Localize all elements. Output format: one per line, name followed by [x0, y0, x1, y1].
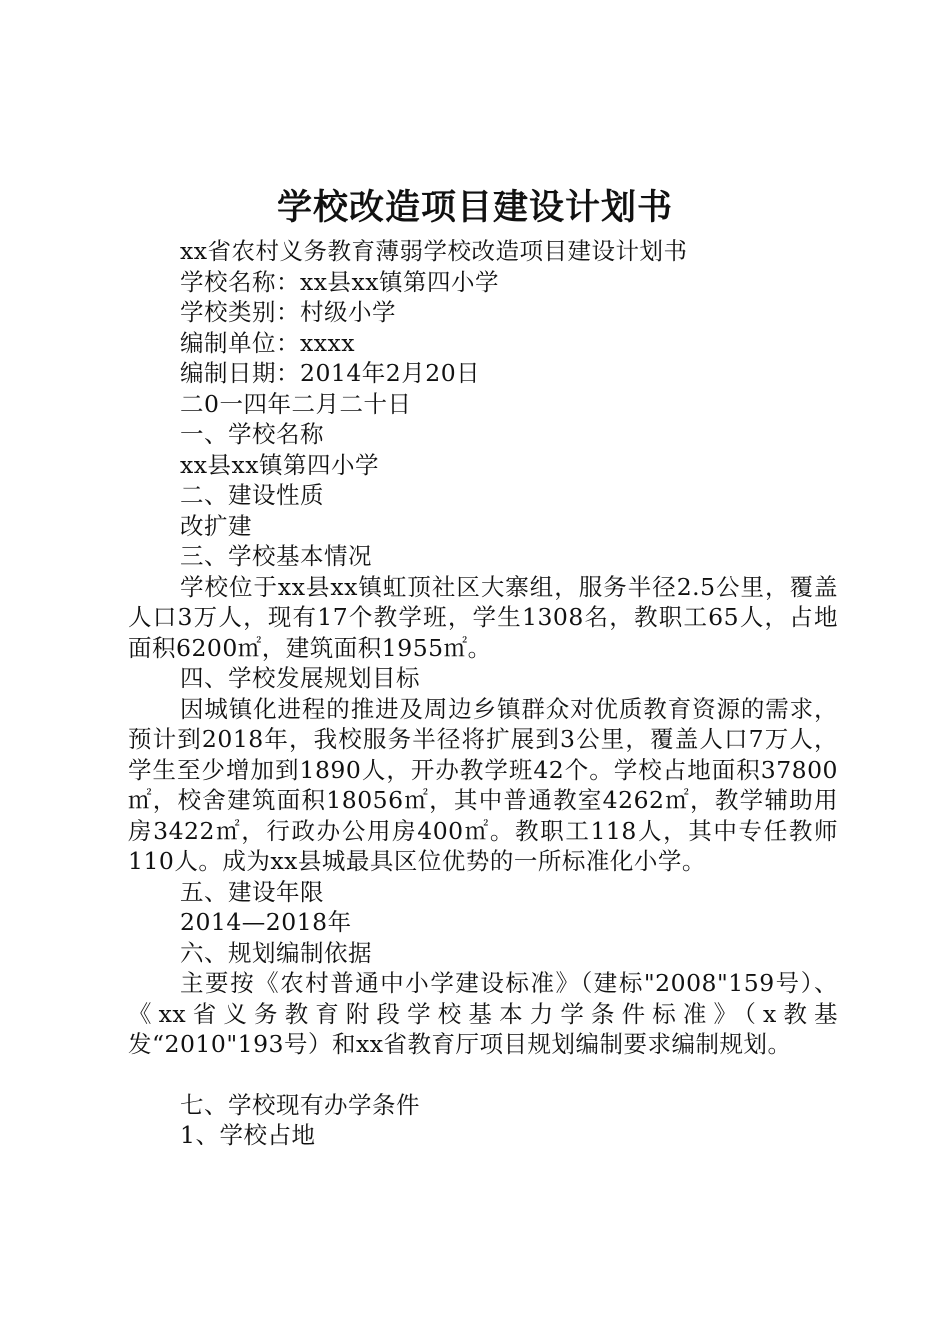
- section-7-subitem-1: 1、学校占地: [180, 1121, 316, 1149]
- section-5-heading: 五、建设年限: [180, 877, 324, 906]
- compiler-line: 编制单位：xxxx: [180, 328, 356, 357]
- section-6-paragraph: 主要按《农村普通中小学建设标准》（建标"2008"159号）、《xx省义务教育附段学校基本力学条件标准》（x教基发“2010"193号）和xx省教育厅项目规划编制要求编制规划。: [128, 969, 838, 1058]
- section-2-body: 改扩建: [180, 511, 252, 540]
- paragraph-spacer: [128, 1060, 838, 1090]
- section-6-heading: 六、规划编制依据: [180, 938, 372, 967]
- document-title: 学校改造项目建设计划书: [276, 187, 673, 228]
- section-7-heading: 七、学校现有办学条件: [180, 1090, 420, 1119]
- section-4-heading: 四、学校发展规划目标: [180, 664, 420, 692]
- section-4-paragraph: 因城镇化进程的推进及周边乡镇群众对优质教育资源的需求，预计到2018年，我校服务半径将扩展到3公里，覆盖人口7万人，学生至少增加到1890人，开办教学班42个。学校占地面积37800㎡，校舍建筑面积18056㎡，其中普通教室4262㎡，教学辅助用房3422㎡，行政办公用房400㎡。教职工118人，其中专任教师110人。成为xx县城最具区位优势的一所标准化小学。: [128, 694, 838, 875]
- section-5-body: 2014—2018年: [180, 908, 352, 936]
- section-2-heading: 二、建设性质: [180, 481, 324, 509]
- section-1-heading: 一、学校名称: [180, 420, 324, 448]
- section-3-paragraph: 学校位于xx县xx镇虹顶社区大寨组，服务半径2.5公里，覆盖人口3万人，现有17个教学班，学生1308名，教职工65人，占地面积6200㎡，建筑面积1955㎡。: [128, 572, 838, 662]
- document-body: [128, 236, 838, 1151]
- section-1-body: xx县xx镇第四小学: [180, 450, 380, 479]
- project-subtitle: xx省农村义务教育薄弱学校改造项目建设计划书: [180, 237, 688, 265]
- date-line: 编制日期：2014年2月20日: [180, 359, 481, 387]
- date-chinese-line: 二0一四年二月二十日: [180, 389, 412, 418]
- school-type-line: 学校类别：村级小学: [180, 298, 396, 326]
- school-name-line: 学校名称：xx县xx镇第四小学: [180, 267, 500, 296]
- section-3-heading: 三、学校基本情况: [180, 542, 372, 570]
